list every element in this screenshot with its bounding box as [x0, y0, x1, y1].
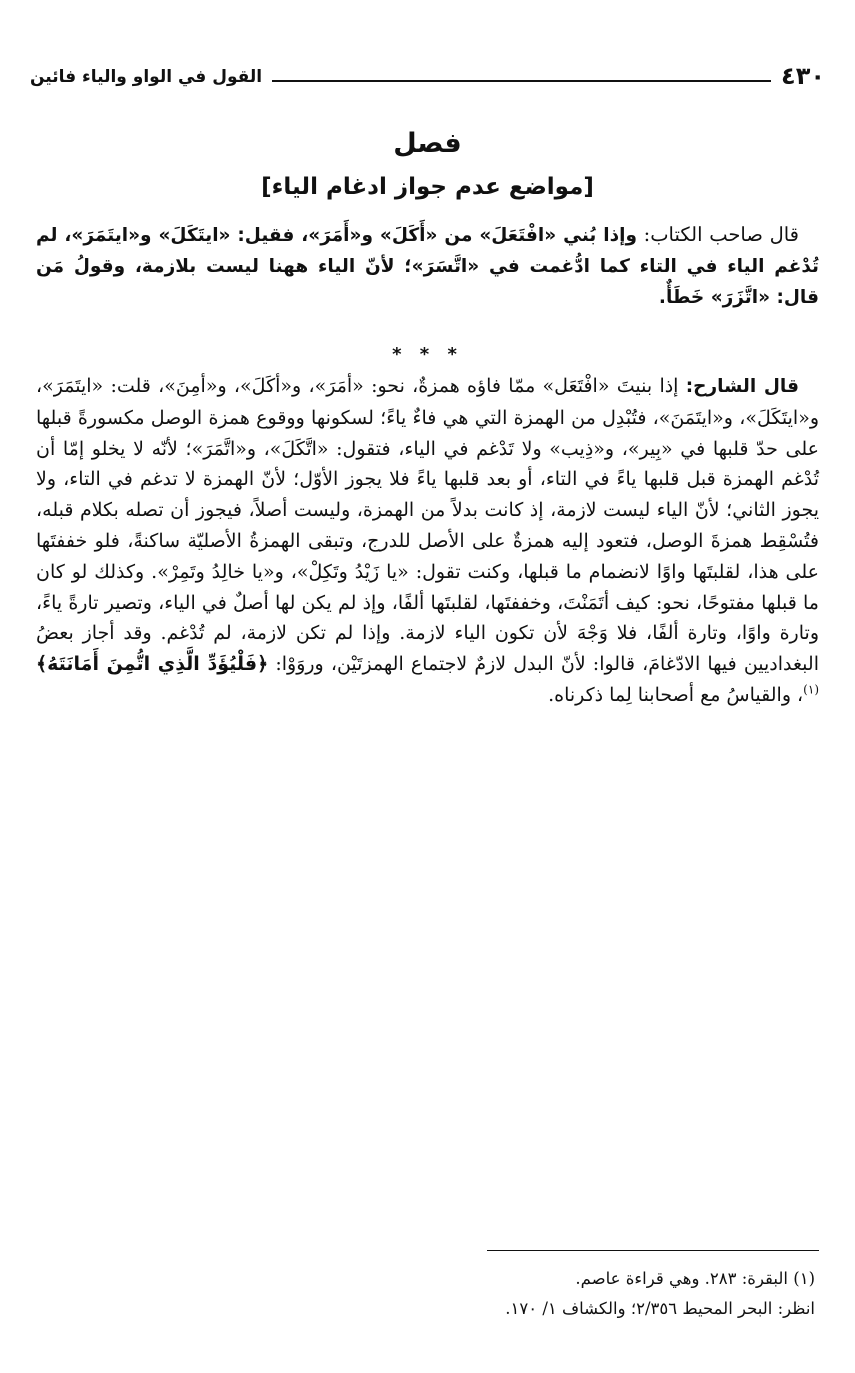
section-separator: * * *	[392, 344, 463, 365]
page-number: ٤٣٠	[781, 62, 825, 90]
running-header	[30, 58, 825, 88]
commentary-speaker: قال الشارح:	[685, 376, 799, 397]
matn-text: وإذا بُني «افْتَعَلَ» من «أَكَلَ» و«أَمَرَ»، فقيل: «ايتَكَلَ» و«ايتَمَرَ»، لم تُدْغم الياء في التاء كما ادُّغمت في «اتَّسَرَ»؛ لأنّ الياء ههنا ليست بلازمة، وقولُ مَن قال: «اتَّزَرَ» خَطَأٌ.	[36, 225, 819, 308]
commentary-text-part1: إذا بنيتَ «افْتَعَل» ممّا فاؤه همزةٌ، نحو: «أمَرَ»، و«أكَلَ»، و«أمِنَ»، قلت: «ايتَمَرَ»، و«ايتَكَلَ»، و«ايتَمَنَ»، فتُبْدِل من الهمزة التي هي فاءٌ ياءً؛ لسكونها ووقوع همزة الوصل مكسورةً قبلها على حدّ قلبها في «بِير»، و«ذِيب» ولا تَدْغم في الياء، فتقول: «اتَّكَلَ»، و«اتَّمَرَ»؛ لأنّه لا يخلو إمّا أن تُدْغم الهمزة قبل قلبها ياءً في التاء، أو بعد قلبها ياءً فلا يجوز الأوّل؛ لأنّ الهمزة لا تدغم في التاء، ولا يجوز الثاني؛ لأنّ الياء ليست لازمة، إذ كانت بدلاً من الهمزة، وليست أصلاً، فيجوز أن تصله بكلام قبله، فتُسْقِط همزةَ الوصل، فتعود إليه همزةٌ على الأصل للدرج، وتبقى الهمزةُ الأصليّة ساكنةً، فلو خففتَها على هذا، لقلبتَها واوًا لانضمام ما قبلها، وكنت تقول: «يا زَيْدُ وتَكِلْ»، و«يا خالِدُ وتَمِرْ». وكذلك لو كان ما قبلها مفتوحًا، نحو: كيف أتَمَنْتَ، وخففتَها، لقلبتَها ألفًا، وإذ لم يكن لها أصلٌ في الياء، وتصير تارةً ياءً، وتارة واوًا، وتارة ألفًا، فلا وَجْهَ لأن تكون الياء لازمة. وإذا لم تكن لازمة، لم تُدْغم. وقد أجاز بعضُ البغداديين فيها الادّغامَ، قالوا: لأنّ البدل لازمٌ لاجتماع الهمزتَيْن، وروَوْا:	[36, 375, 819, 676]
quran-quote: ﴿فَلْيُؤَدِّ الَّذِي اتُّمِنَ أَمَانَتَهُ﴾	[36, 653, 269, 676]
header-rule	[272, 80, 771, 82]
running-title: القول في الواو والياء فائين	[30, 67, 263, 87]
footnotes	[36, 1264, 815, 1324]
commentary-text-part2: ، والقياسُ مع أصحابنا لِما ذكرناه.	[548, 683, 804, 706]
footnote-line: انظر: البحر المحيط ٢/٣٥٦؛ والكشاف ١/ ١٧٠.	[505, 1299, 815, 1318]
footnote-line: (١) البقرة: ٢٨٣. وهي قراءة عاصم.	[575, 1269, 815, 1288]
section-title: فصل	[393, 128, 462, 159]
commentary-paragraph	[36, 371, 819, 711]
footnote-reference: (١)	[803, 682, 819, 697]
footnote-rule	[487, 1250, 819, 1251]
matn-paragraph	[36, 220, 819, 313]
section-subtitle: [مواضع عدم جواز ادغام الياء]	[261, 174, 594, 200]
matn-intro: قال صاحب الكتاب:	[636, 223, 800, 246]
